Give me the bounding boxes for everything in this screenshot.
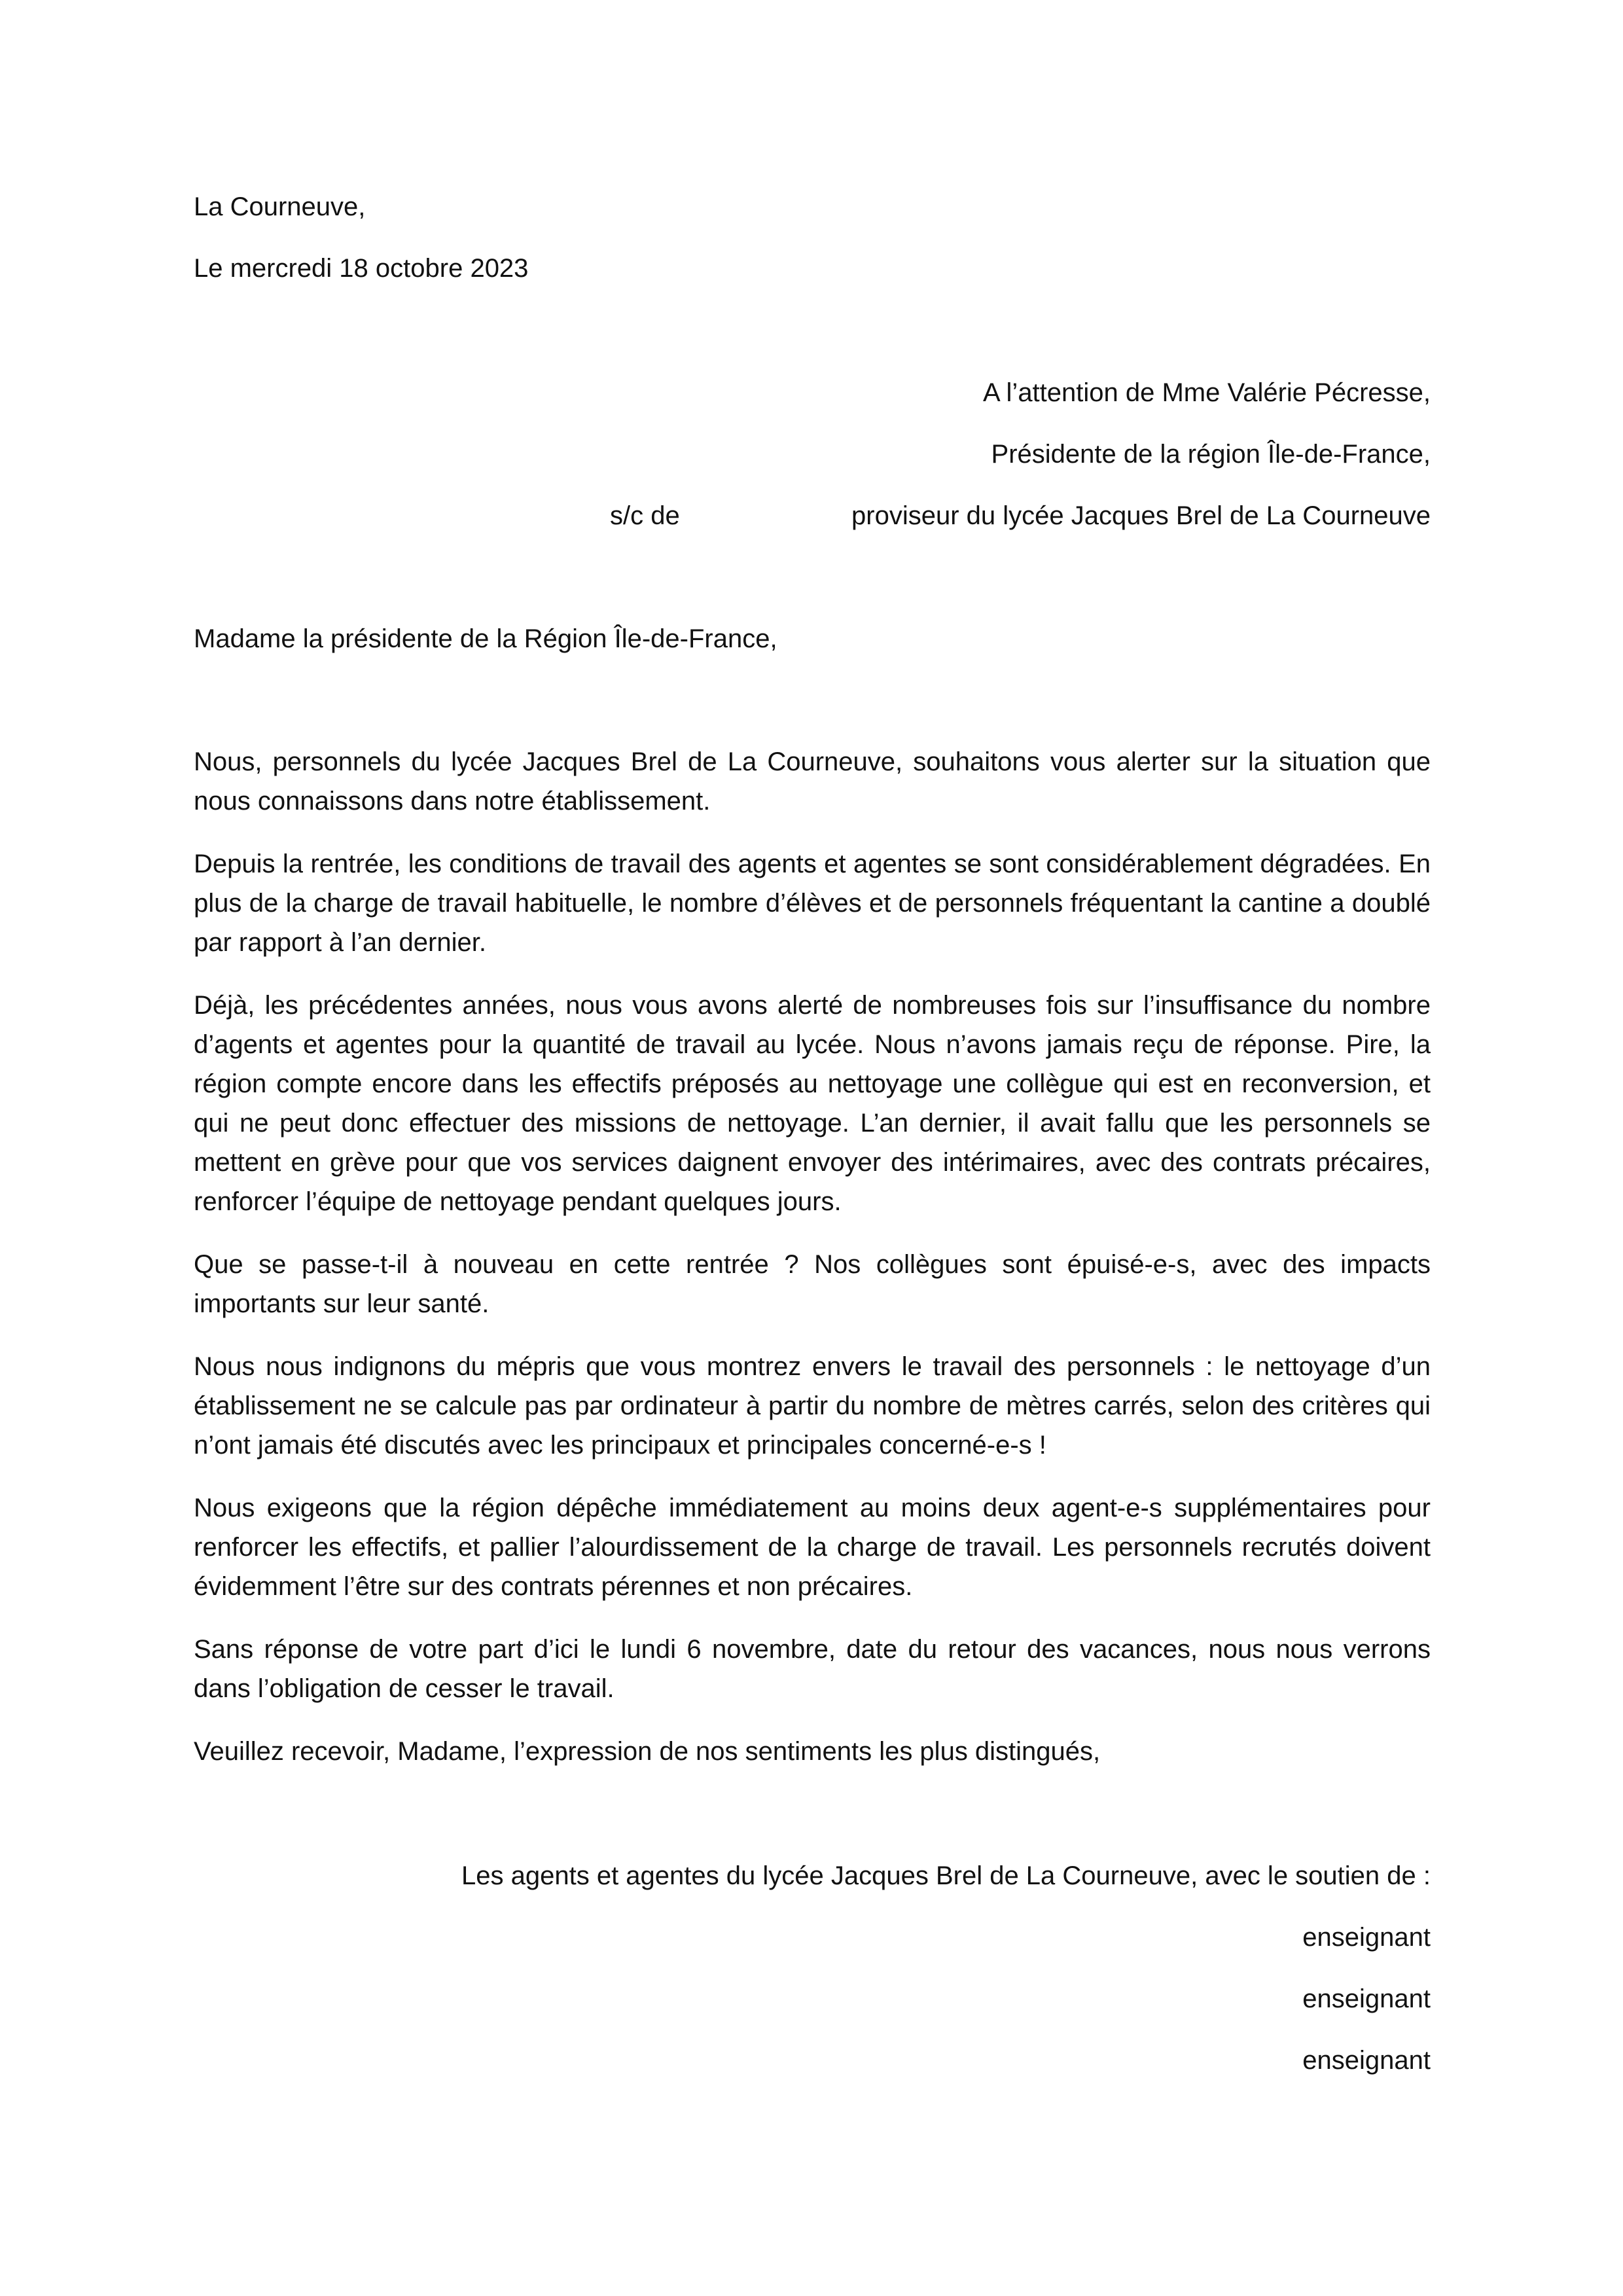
paragraph-3: Déjà, les précédentes années, nous vous avons alerté de nombreuses fois sur l’insuffisance du nombre d’agents et agentes pour la quantité de travail au lycée. Nous n’avons jamais reçu de réponse. Pire, la région compte encore dans les effectifs préposés au nettoyage une collègue qui est en reconversion, et qui ne peut donc effectuer des missions de nettoyage. L’an dernier, il avait fallu que les personnels se mettent en grève pour que vos services daignent envoyer des intérimaires, avec des contrats précaires, renforcer l’équipe de nettoyage pendant quelques jours.: [194, 991, 1431, 1216]
supporter-1: enseignant: [1302, 1923, 1431, 1952]
supporter-2: enseignant: [1302, 1984, 1431, 2013]
paragraph-5: Nous nous indignons du mépris que vous montrez envers le travail des personnels : le nettoyage d’un établissement ne se calcule pas par ordinateur à partir du nombre de mètres carrés, selon des critères qui n’ont jamais été discutés avec les principaux et principales concerné-e-s !: [194, 1352, 1431, 1460]
letter-place: La Courneuve,: [194, 192, 366, 221]
recipient-line-2: Présidente de la région Île-de-France,: [991, 440, 1431, 469]
recipient-line-3: proviseur du lycée Jacques Brel de La Courneuve: [851, 501, 1431, 530]
paragraph-4: Que se passe-t-il à nouveau en cette rentrée ? Nos collègues sont épuisé-e-s, avec des impacts importants sur leur santé.: [194, 1250, 1431, 1318]
salutation: Madame la présidente de la Région Île-de-France,: [194, 624, 777, 653]
signature-line: Les agents et agentes du lycée Jacques Brel de La Courneuve, avec le soutien de :: [461, 1861, 1431, 1890]
letter-date: Le mercredi 18 octobre 2023: [194, 254, 529, 283]
paragraph-6: Nous exigeons que la région dépêche immédiatement au moins deux agent-e-s supplémentaires pour renforcer les effectifs, et pallier l’alourdissement de la charge de travail. Les personnels recrutés doivent évidemment l’être sur des contrats pérennes et non précaires.: [194, 1494, 1431, 1601]
paragraph-1: Nous, personnels du lycée Jacques Brel de La Courneuve, souhaitons vous alerter sur la situation que nous connaissons dans notre établissement.: [194, 747, 1431, 816]
paragraph-8-closing: Veuillez recevoir, Madame, l’expression de nos sentiments les plus distingués,: [194, 1737, 1101, 1766]
paragraph-7: Sans réponse de votre part d’ici le lundi 6 novembre, date du retour des vacances, nous nous verrons dans l’obligation de cesser le travail.: [194, 1635, 1431, 1703]
paragraph-2: Depuis la rentrée, les conditions de travail des agents et agentes se sont considérablement dégradées. En plus de la charge de travail habituelle, le nombre d’élèves et de personnels fréquentant la cantine a doublé par rapport à l’an dernier.: [194, 850, 1431, 957]
recipient-line-1: A l’attention de Mme Valérie Pécresse,: [982, 378, 1431, 407]
recipient-sc-label: s/c de: [610, 501, 680, 530]
supporter-3: enseignant: [1302, 2046, 1431, 2075]
